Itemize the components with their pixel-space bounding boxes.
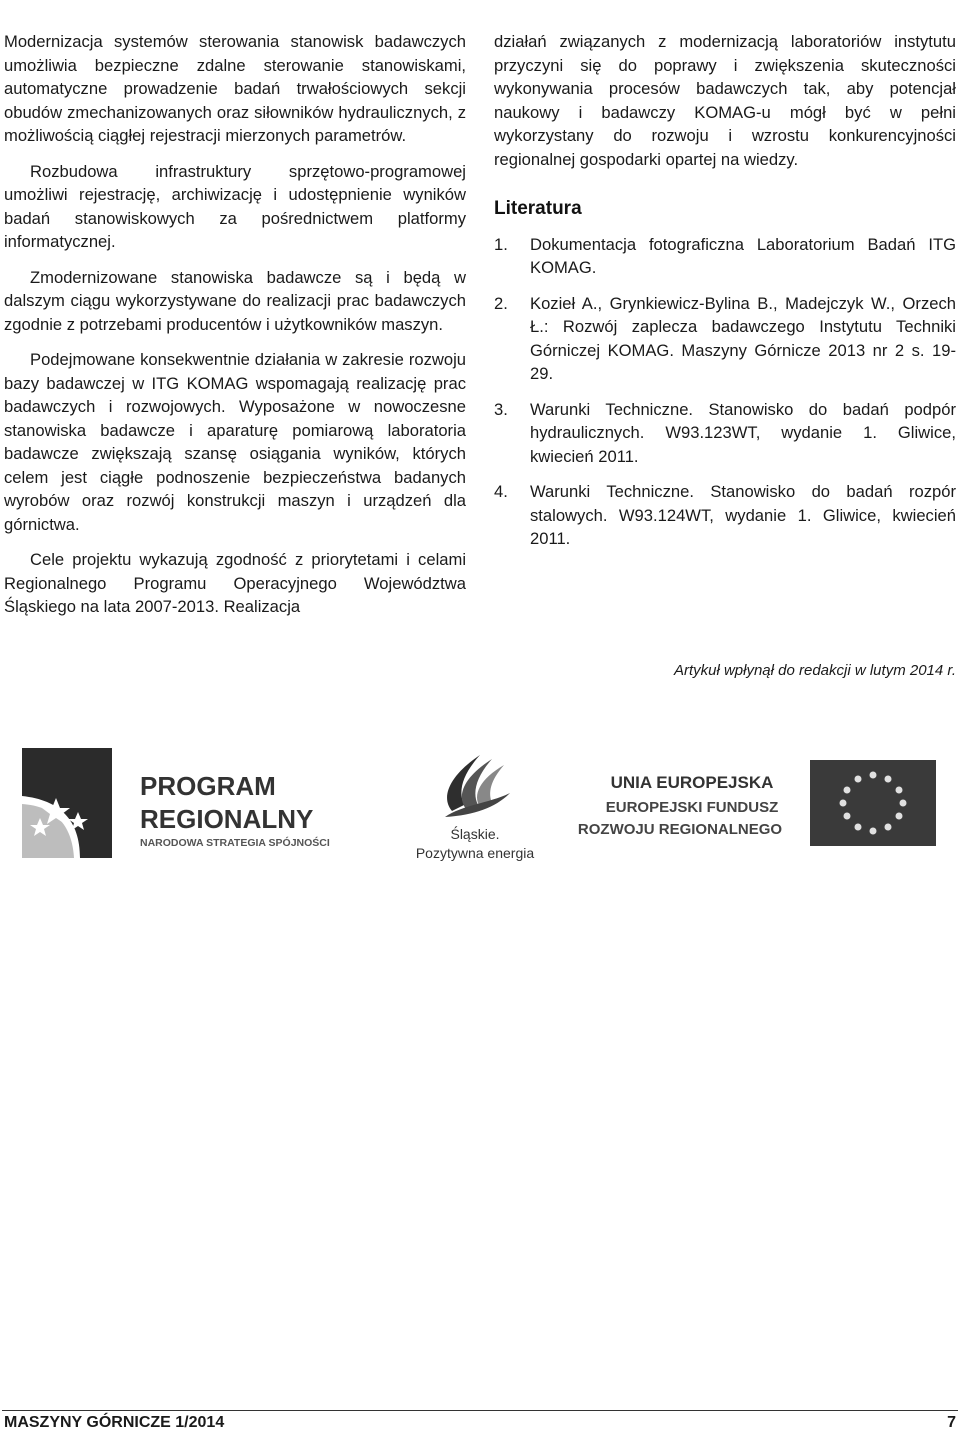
reference-number: 4.: [494, 482, 508, 501]
paragraph-infrastructure: Rozbudowa infrastruktury sprzętowo-programowej umożliwi rejestrację, archiwizację i udostępnienie wyników badań stanowiskowych za pośrednictwem platformy informatycznej.: [4, 161, 466, 251]
paragraph-project-goals: Cele projektu wykazują zgodność z priorytetami i celami Regionalnego Programu Operacyjnego Województwa Śląskiego na lata 2007-2013. Realizacja: [4, 550, 466, 616]
reference-number: 1.: [494, 234, 508, 254]
left-column: [4, 30, 466, 631]
reference-item: [494, 292, 956, 386]
slaskie-line1: Śląskie.: [450, 826, 500, 842]
program-line1: PROGRAM: [140, 771, 276, 801]
reference-item: [494, 398, 956, 469]
unia-europejska-logo: [572, 758, 942, 858]
program-regionalny-logo: [20, 740, 350, 870]
page-number: 7: [947, 1414, 956, 1431]
reference-text: Warunki Techniczne. Stanowisko do badań rozpór stalowych. W93.124WT, wydanie 1. Gliwice, kwiecień 2011.: [530, 482, 956, 548]
ue-line1: UNIA EUROPEJSKA: [610, 773, 774, 792]
reference-item: [494, 480, 956, 551]
program-subtitle: NARODOWA STRATEGIA SPÓJNOŚCI: [140, 837, 330, 849]
logo-strip: [0, 740, 960, 880]
ue-line3: ROZWOJU REGIONALNEGO: [577, 821, 783, 838]
right-column: [494, 30, 956, 563]
reference-number: 3.: [494, 399, 508, 419]
paragraph-stations: Zmodernizowane stanowiska badawcze są i będą w dalszym ciągu wykorzystywane do realizacji prac badawczych zgodnie z potrzebami producentów i użytkowników maszyn.: [4, 267, 466, 334]
ue-line2: EUROPEJSKI FUNDUSZ: [605, 799, 779, 816]
footer-divider: [2, 1410, 958, 1411]
reference-item: [494, 233, 956, 280]
reference-text: Warunki Techniczne. Stanowisko do badań podpór hydraulicznych. W93.123WT, wydanie 1. Gliwice, kwiecień 2011.: [530, 399, 956, 466]
journal-name: MASZYNY GÓRNICZE 1/2014: [4, 1414, 225, 1431]
paragraph-modernization: Modernizacja systemów sterowania stanowisk badawczych umożliwia bezpieczne zdalne sterowanie stanowiskami, automatyczne prowadzenie badań trwałościowych sekcji obudów zmechanizowanych oraz siłowników hydraulicznych, z możliwością ciągłej rejestracji mierzonych parametrów.: [4, 32, 466, 145]
paragraph-continuation: działań związanych z modernizacją laboratoriów instytutu przyczyni się do poprawy i zwiększenia skuteczności wykonywania procesów badawczych tak, aby potencjał naukowy i badawczy KOMAG-u mógł być w pełni wykorzystany do rozwoju i wzrostu konkurencyjności regionalnej gospodarki opartej na wiedzy.: [494, 32, 956, 169]
reference-text: Kozieł A., Grynkiewicz-Bylina B., Madejczyk W., Orzech Ł.: Rozwój zaplecza badawczego Instytutu Techniki Górniczej KOMAG. Maszyny Górnicze 2013 nr 2 s. 19-29.: [530, 293, 956, 383]
slaskie-line2: Pozytywna energia: [415, 845, 535, 861]
paragraph-actions: Podejmowane konsekwentnie działania w zakresie rozwoju bazy badawczej w ITG KOMAG wspomagają realizację prac badawczych i rozwojowych. Wyposażone w nowoczesne stanowiska badawcze i aparaturę pomiarową laboratoria badawcze zwiększają szansę osiągania wyników, których celem jest ciągłe podnoszenie bezpieczeństwa badanych wyrobów oraz rozwój konstrukcji maszyn i urządzeń dla górnictwa.: [4, 350, 466, 534]
reference-list: [494, 233, 956, 551]
reference-text: Dokumentacja fotograficzna Laboratorium Badań ITG KOMAG.: [530, 234, 956, 277]
literature-heading: Literatura: [494, 198, 582, 219]
reference-number: 2.: [494, 293, 508, 313]
program-line2: REGIONALNY: [140, 804, 314, 834]
received-note: Artykuł wpłynął do redakcji w lutym 2014 r.: [673, 662, 956, 679]
slaskie-logo: [400, 745, 550, 865]
